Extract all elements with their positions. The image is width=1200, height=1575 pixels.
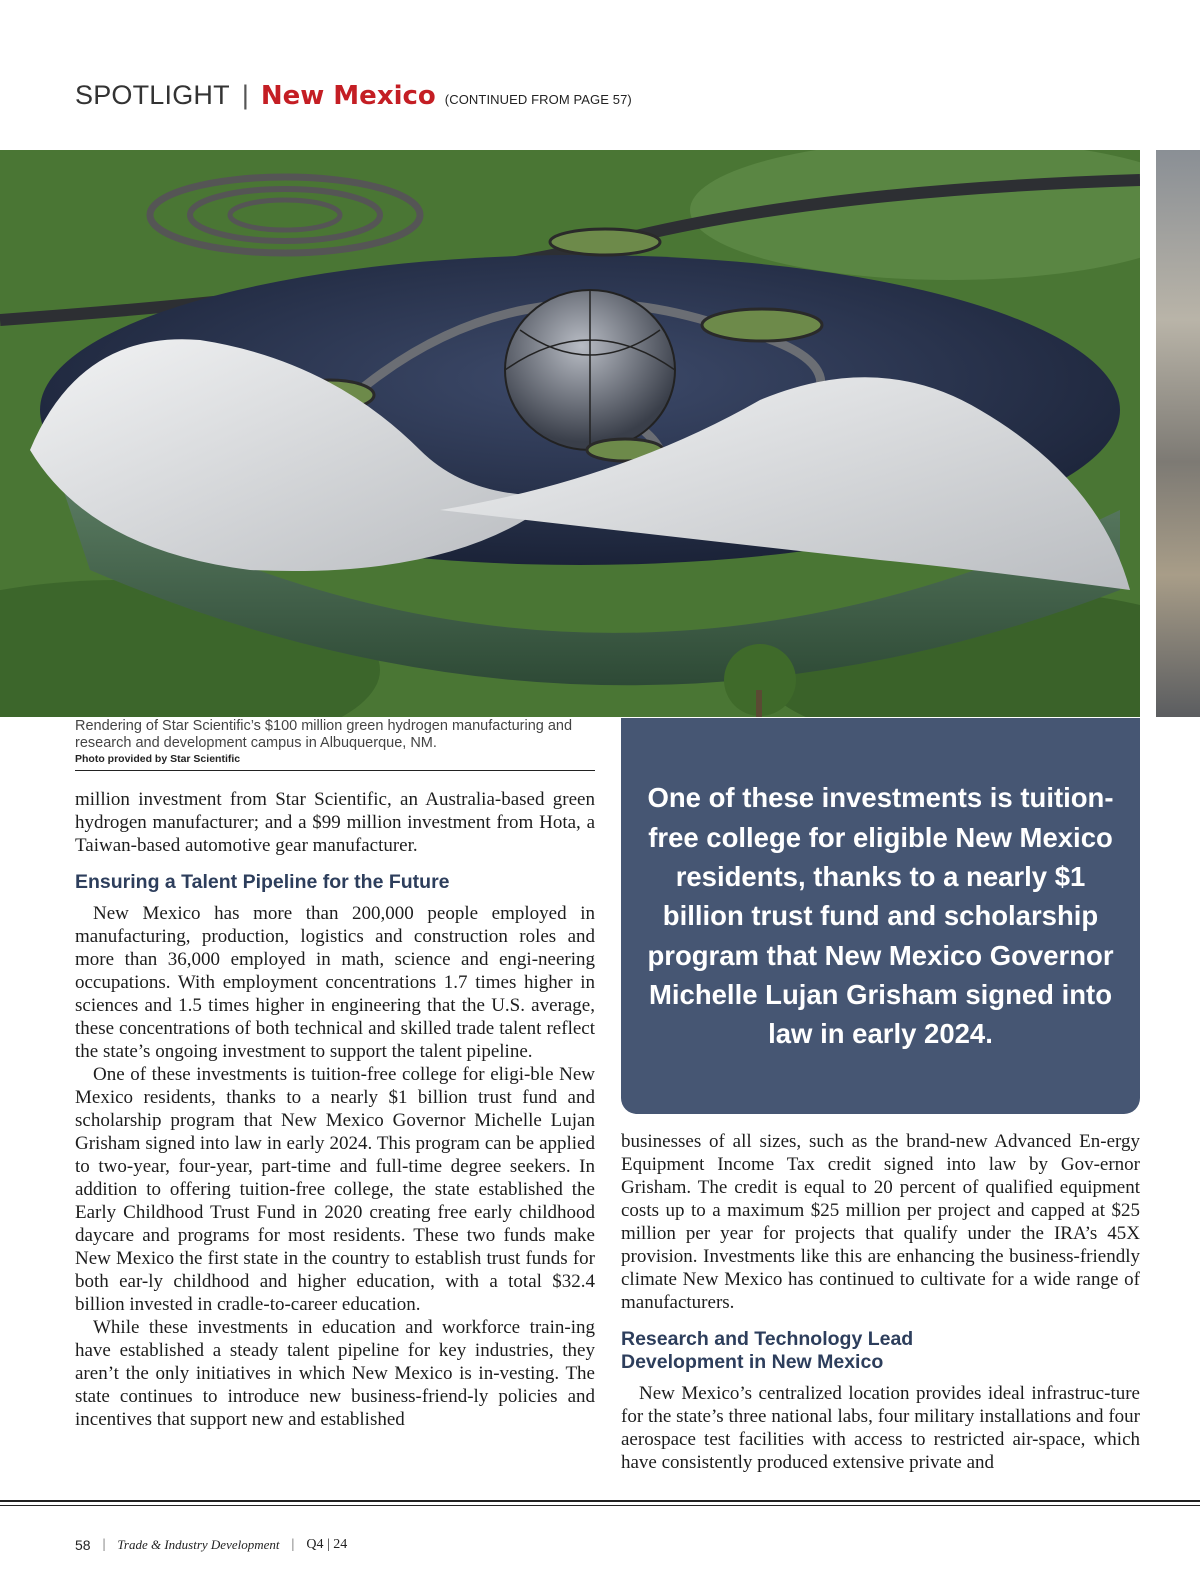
left-column (75, 788, 595, 1431)
issue-label: Q4 | 24 (306, 1537, 348, 1552)
paragraph: million investment from Star Scientific, an Australia-based green hydrogen manufacturer; and a $99 million investment from Hota, a Taiwan-based automotive gear manufacturer. (75, 789, 595, 856)
continued-note: (CONTINUED FROM PAGE 57) (444, 92, 632, 107)
paragraph: businesses of all sizes, such as the brand-new Advanced En-ergy Equipment Income Tax credit signed into law by Gov-ernor Grisham. The credit is equal to 20 percent of qualified equipment costs up to a maximum $25 million per project and capped at $25 million per year for projects that qualify under the IRA’s 45X provision. Investments like this are enhancing the business-friendly climate New Mexico has continued to cultivate for a wide range of manufacturers. (621, 1131, 1140, 1313)
right-column (621, 1130, 1140, 1474)
pull-quote-box (621, 718, 1140, 1114)
section-label: SPOTLIGHT (75, 80, 230, 110)
section-heading: Research and Technology Lead Development in New Mexico (621, 1328, 914, 1373)
footer-separator: | (291, 1537, 295, 1552)
footer-rule (0, 1505, 1200, 1506)
header-separator: | (241, 80, 249, 110)
page-header (75, 80, 632, 114)
paragraph: One of these investments is tuition-free college for eligi-ble New Mexico residents, thanks to a nearly $1 billion trust fund and scholarship program that New Mexico Governor Michelle Lujan Grisham signed into law in early 2024. This program can be applied to two-year, four-year, part-time and full-time degree seekers. In addition to offering tuition-free college, the state established the Early Childhood Trust Fund in 2020 creating free early childhood daycare and programs for most residents. These two funds make New Mexico the first state in the country to establish trust funds for both ear-ly childhood and higher education, with a total $32.4 billion invested in cradle-to-career education. (75, 1064, 595, 1315)
section-heading: Ensuring a Talent Pipeline for the Future (75, 871, 450, 893)
state-title: New Mexico (260, 81, 436, 111)
photo-caption (75, 718, 595, 765)
pull-quote-text: One of these investments is tuition-free college for eligible New Mexico residents, thanks to a nearly $1 billion trust fund and scholarship program that New Mexico Governor Michelle Lujan Grisham signed into law in early 2024. (647, 782, 1114, 1050)
paragraph: New Mexico has more than 200,000 people employed in manufacturing, production, logistics and construction roles and more than 36,000 employed in math, science and engi-neering occupations. With employment concentrations 1.7 times higher in sciences and 1.5 times higher in engineering that the U.S. average, these concentrations of both technical and skilled trade talent reflect the state’s ongoing investment to support the talent pipeline. (75, 903, 595, 1062)
page-footer (75, 1537, 347, 1553)
caption-divider (75, 770, 595, 771)
footer-rule (0, 1500, 1200, 1502)
photo-credit: Photo provided by Star Scientific (75, 753, 241, 765)
page-number: 58 (75, 1537, 91, 1553)
paragraph: New Mexico’s centralized location provides ideal infrastruc-ture for the state’s three national labs, four military installations and four aerospace test facilities with access to restricted air-space, which have consistently produced extensive private and (621, 1383, 1140, 1473)
campus-rendering-image (0, 150, 1140, 717)
footer-separator: | (102, 1537, 106, 1552)
caption-text: Rendering of Star Scientific’s $100 million green hydrogen manufacturing and research and development campus in Albuquerque, NM. (75, 718, 573, 751)
paragraph: While these investments in education and workforce train-ing have established a steady talent pipeline for key industries, they aren’t the only initiatives in which New Mexico is in-vesting. The state continues to introduce new business-friend-ly policies and incentives that support new and established (75, 1317, 595, 1430)
adjacent-page-image-edge (1156, 150, 1200, 717)
publication-name: Trade & Industry Development (117, 1537, 280, 1552)
